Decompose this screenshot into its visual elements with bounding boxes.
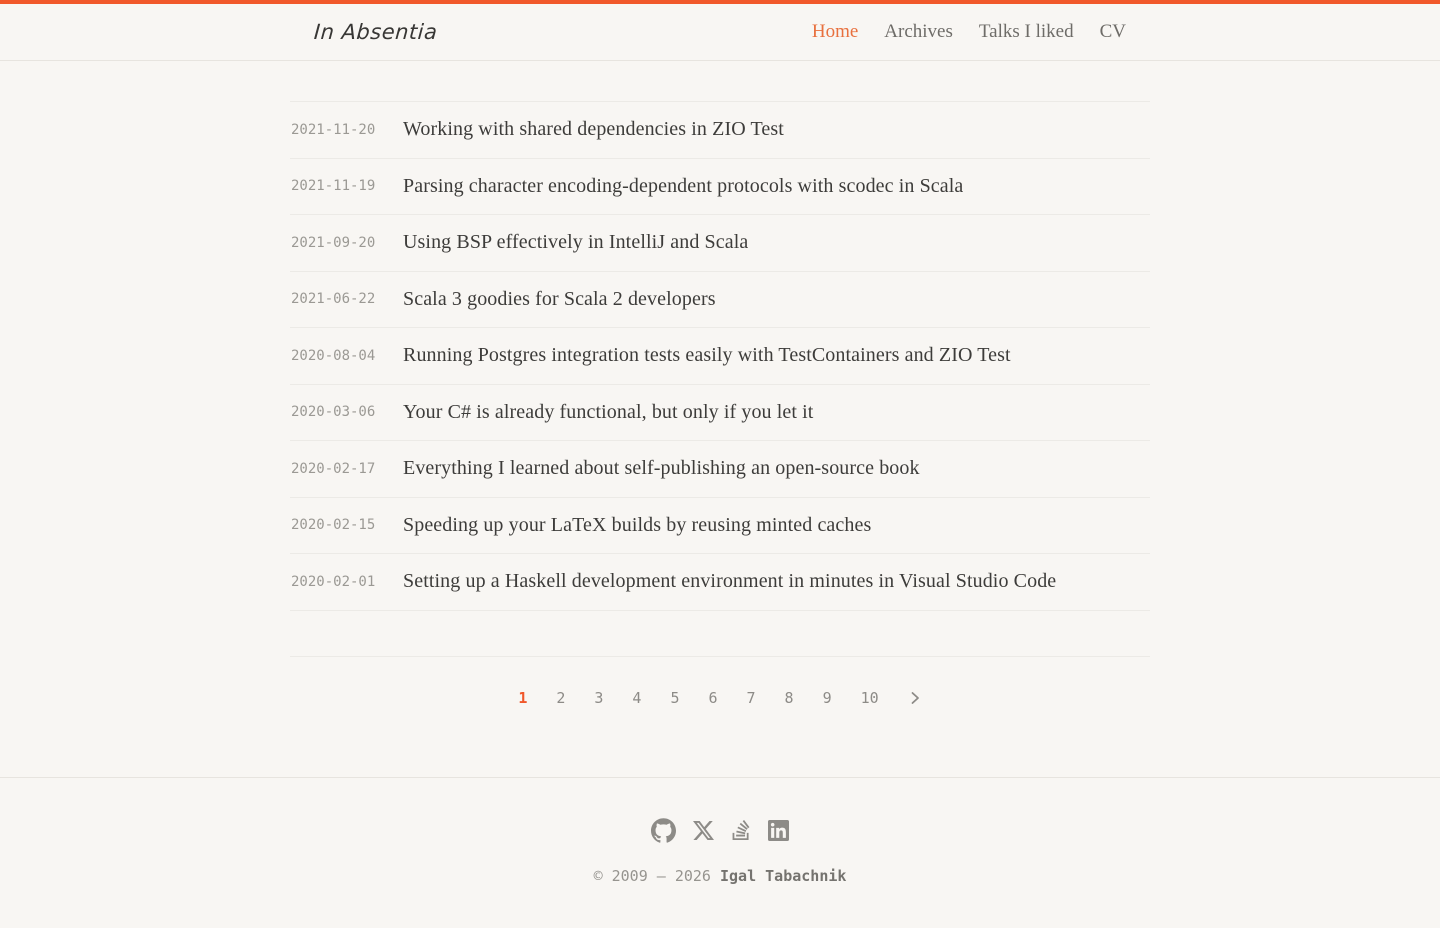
nav-talks-i-liked[interactable]: Talks I liked bbox=[978, 21, 1074, 42]
post-date: 2020-02-01 bbox=[291, 573, 376, 590]
author-link[interactable]: Igal Tabachnik bbox=[720, 866, 847, 885]
nav-home[interactable]: Home bbox=[811, 21, 859, 42]
post-title-link[interactable]: Your C# is already functional, but only if you let it bbox=[403, 400, 814, 423]
next-page-button[interactable] bbox=[908, 691, 922, 705]
social-links bbox=[0, 818, 1440, 843]
page-2[interactable]: 2 bbox=[556, 688, 566, 707]
x-twitter-link[interactable] bbox=[693, 820, 714, 841]
page-10[interactable]: 10 bbox=[860, 688, 879, 707]
post-list bbox=[290, 101, 1150, 657]
post-date: 2020-02-17 bbox=[291, 460, 376, 477]
nav-archives[interactable]: Archives bbox=[884, 21, 953, 42]
post-row bbox=[290, 498, 1150, 555]
page-1[interactable]: 1 bbox=[518, 688, 528, 707]
post-title-link[interactable]: Using BSP effectively in IntelliJ and Scala bbox=[403, 231, 749, 254]
post-row bbox=[290, 215, 1150, 272]
post-date: 2020-08-04 bbox=[291, 347, 376, 364]
pagination bbox=[290, 689, 1150, 707]
post-title-link[interactable]: Working with shared dependencies in ZIO Test bbox=[403, 118, 784, 141]
stack-overflow-link[interactable] bbox=[731, 820, 751, 840]
post-date: 2021-11-19 bbox=[291, 178, 376, 195]
post-title-link[interactable]: Speeding up your LaTeX builds by reusing minted caches bbox=[403, 513, 872, 536]
post-row bbox=[290, 441, 1150, 498]
page-6[interactable]: 6 bbox=[708, 688, 718, 707]
copyright-years: © 2009 — 2026 bbox=[593, 866, 711, 885]
post-title-link[interactable]: Scala 3 goodies for Scala 2 developers bbox=[403, 287, 716, 310]
linkedin-link[interactable] bbox=[768, 820, 789, 841]
site-footer bbox=[0, 777, 1440, 923]
post-row bbox=[290, 102, 1150, 159]
post-title-link[interactable]: Everything I learned about self-publishing an open-source book bbox=[403, 457, 920, 480]
post-date: 2020-03-06 bbox=[291, 404, 376, 421]
post-row bbox=[290, 272, 1150, 329]
page-5[interactable]: 5 bbox=[670, 688, 680, 707]
post-date: 2021-06-22 bbox=[291, 291, 376, 308]
site-logo[interactable]: In Absentia bbox=[313, 20, 439, 44]
page-7[interactable]: 7 bbox=[746, 688, 756, 707]
post-date: 2021-09-20 bbox=[291, 234, 376, 251]
post-date: 2020-02-15 bbox=[291, 517, 376, 534]
post-date: 2021-11-20 bbox=[291, 121, 376, 138]
page-3[interactable]: 3 bbox=[594, 688, 604, 707]
page-9[interactable]: 9 bbox=[822, 688, 832, 707]
stack-overflow-icon bbox=[731, 820, 751, 840]
page-8[interactable]: 8 bbox=[784, 688, 794, 707]
github-link[interactable] bbox=[651, 818, 676, 843]
page-4[interactable]: 4 bbox=[632, 688, 642, 707]
post-row bbox=[290, 554, 1150, 611]
copyright bbox=[0, 867, 1440, 885]
github-icon bbox=[651, 818, 676, 843]
post-title-link[interactable]: Running Postgres integration tests easily with TestContainers and ZIO Test bbox=[403, 344, 1011, 367]
post-title-link[interactable]: Setting up a Haskell development environment in minutes in Visual Studio Code bbox=[403, 570, 1057, 593]
x-twitter-icon bbox=[693, 820, 714, 841]
post-list-page bbox=[290, 101, 1150, 707]
post-row bbox=[290, 159, 1150, 216]
main-nav bbox=[812, 21, 1126, 43]
post-title-link[interactable]: Parsing character encoding-dependent protocols with scodec in Scala bbox=[403, 174, 964, 197]
post-row bbox=[290, 328, 1150, 385]
chevron-right-icon bbox=[908, 691, 922, 705]
linkedin-icon bbox=[768, 820, 789, 841]
post-row bbox=[290, 385, 1150, 442]
nav-cv[interactable]: CV bbox=[1099, 21, 1126, 42]
site-header bbox=[0, 4, 1440, 61]
